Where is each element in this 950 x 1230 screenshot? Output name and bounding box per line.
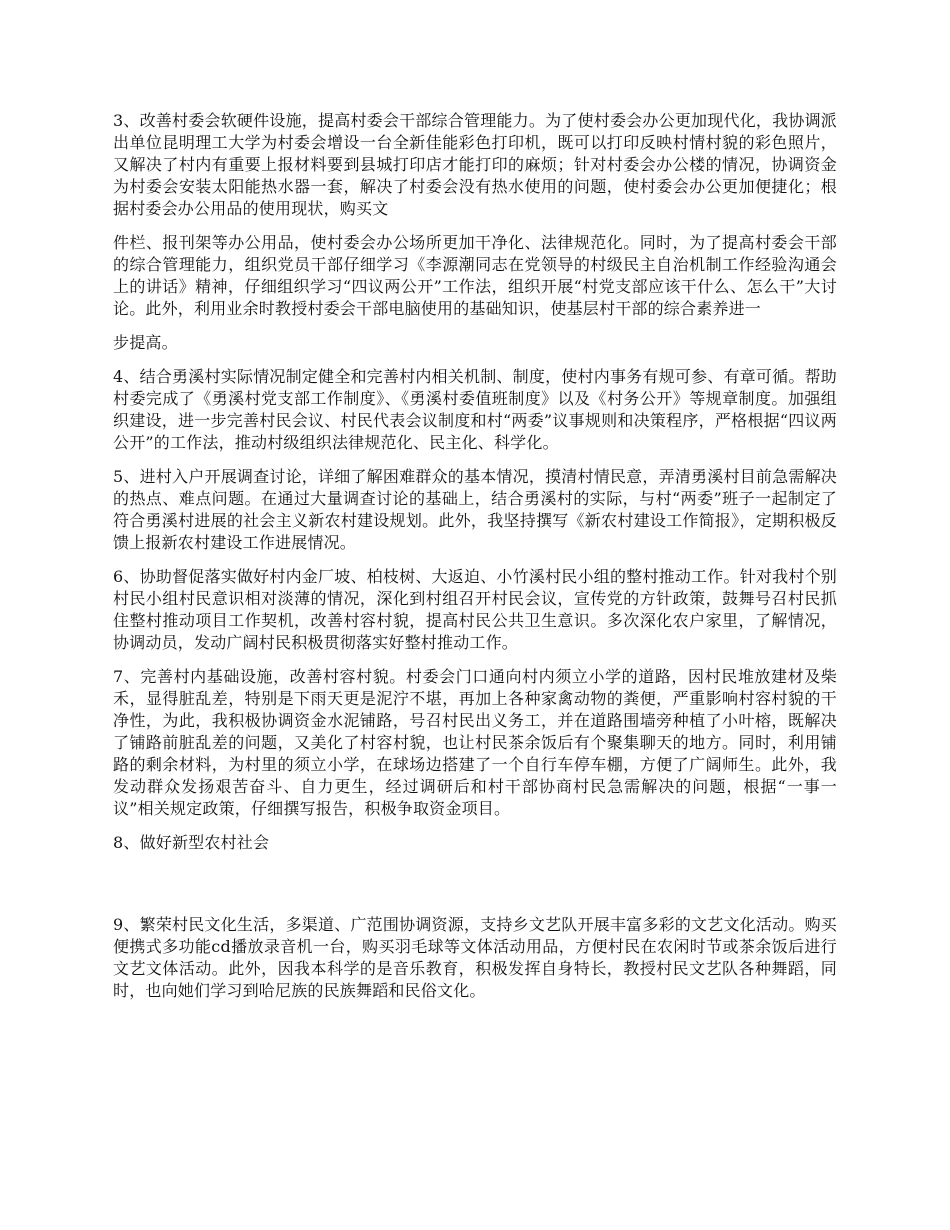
- paragraph-gap: [113, 454, 837, 466]
- paragraph-item-7: 7、完善村内基础设施，改善村容村貌。村委会门口通向村内须立小学的道路，因村民堆放建材及柴禾，显得脏乱差，特别是下雨天更是泥泞不堪，再加上各种家禽动物的粪便，严重影响村容村貌的干净性，为此，我积极协调资金水泥铺路，号召村民出义务工，并在道路围墙旁种植了小叶榕，既解决了铺路前脏乱差的问题，又美化了村容村貌，也让村民茶余饭后有个聚集聊天的地方。同时，利用铺路的剩余材料，为村里的须立小学，在球场边搭建了一个自行车停车棚，方便了广阔师生。此外，我发动群众发扬艰苦奋斗、自力更生，经过调研后和村干部协商村民急需解决的问题，根据“一事一议”相关规定政策，仔细撰写报告，积极争取资金项目。: [113, 667, 837, 818]
- paragraph-gap: [113, 820, 837, 832]
- paragraph-item-8: 8、做好新型农村社会: [113, 833, 270, 852]
- paragraph-gap: [113, 654, 837, 666]
- paragraph-gap: [113, 354, 837, 366]
- paragraph-item-5: 5、进村入户开展调查讨论，详细了解困难群众的基本情况，摸清村情民意，弄清勇溪村目前急需解决的热点、难点问题。在通过大量调查讨论的基础上，结合勇溪村的实际，与村“两委”班子一起制定了符合勇溪村进展的社会主义新农村建设规划。此外，我坚持撰写《新农村建设工作简报》，定期积极反馈上报新农村建设工作进展情况。: [113, 467, 837, 552]
- paragraph-item-3-part-2: 件栏、报刊架等办公用品，使村委会办公场所更加干净化、法律规范化。同时，为了提高村委会干部的综合管理能力，组织党员干部仔细学习《李源潮同志在党领导的村级民主自治机制工作经验沟通会上的讲话》精神，仔细组织学习“四议两公开”工作法，组织开展“村党支部应该干什么、怎么干”大讨论。此外，利用业余时教授村委会干部电脑使用的基础知识，使基层村干部的综合素养进一: [113, 233, 837, 318]
- paragraph-item-3-part-1: 3、改善村委会软硬件设施，提高村委会干部综合管理能力。为了使村委会办公更加现代化，我协调派出单位昆明理工大学为村委会增设一台全新佳能彩色打印机，既可以打印反映村情村貌的彩色照片，又解决了村内有重要上报材料要到县城打印店才能打印的麻烦；针对村委会办公楼的情况，协调资金为村委会安装太阳能热水器一套，解决了村委会没有热水使用的问题，使村委会办公更加便捷化；根据村委会办公用品的使用现状，购买文: [113, 111, 837, 218]
- paragraph-item-4: 4、结合勇溪村实际情况制定健全和完善村内相关机制、制度，使村内事务有规可参、有章可循。帮助村委完成了《勇溪村党支部工作制度》、《勇溪村委值班制度》以及《村务公开》等规章制度。加强组织建设，进一步完善村民会议、村民代表会议制度和村“两委”议事规则和决策程序，严格根据“四议两公开”的工作法，推动村级组织法律规范化、民主化、科学化。: [113, 367, 837, 452]
- paragraph-item-6: 6、协助督促落实做好村内金厂坡、柏枝树、大返迫、小竹溪村民小组的整村推动工作。针对我村个别村民小组村民意识相对淡薄的情况，深化到村组召开村民会议，宣传党的方针政策，鼓舞号召村民抓住整村推动项目工作契机，改善村容村貌，提高村民公共卫生意识。多次深化农户家里，了解情况，协调动员，发动广阔村民积极贯彻落实好整村推动工作。: [113, 567, 837, 652]
- paragraph-gap: [113, 554, 837, 566]
- paragraph-item-3-part-3: 步提高。: [113, 333, 178, 352]
- paragraph-gap: [113, 320, 837, 332]
- paragraph-gap-large: [113, 854, 837, 914]
- paragraph-gap: [113, 220, 837, 232]
- paragraph-item-9: 9、繁荣村民文化生活，多渠道、广范围协调资源，支持乡文艺队开展丰富多彩的文艺文化活动。购买便携式多功能cd播放录音机一台，购买羽毛球等文体活动用品，方便村民在农闲时节或茶余饭后进行文艺文体活动。此外，因我本科学的是音乐教育，积极发挥自身特长，教授村民文艺队各种舞蹈，同时，也向她们学习到哈尼族的民族舞蹈和民俗文化。: [113, 915, 837, 1000]
- document-page: [113, 110, 837, 1002]
